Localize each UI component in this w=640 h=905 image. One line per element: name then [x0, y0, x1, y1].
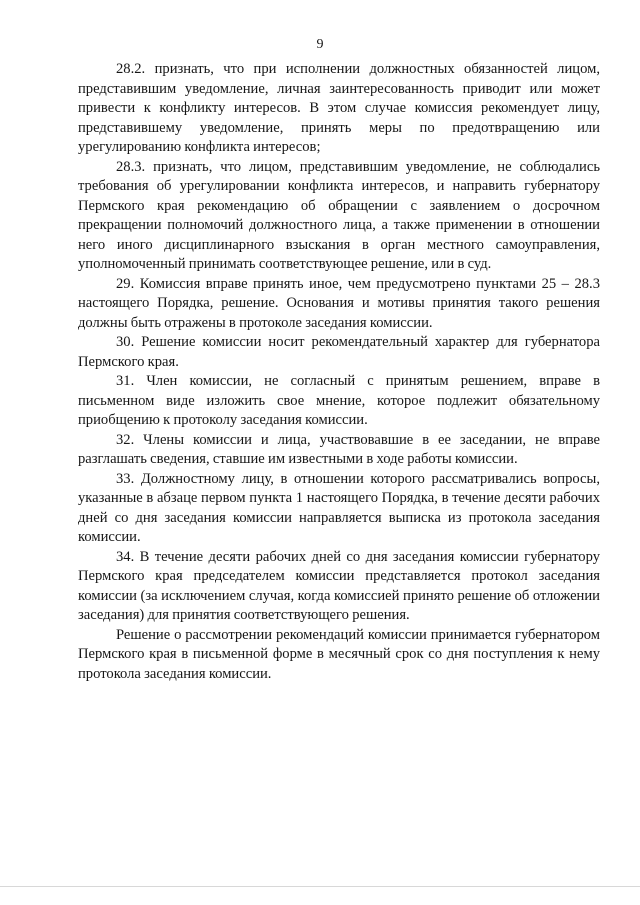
paragraph-31: 31. Член комиссии, не согласный с принятым решением, вправе в письменном виде изложить свое мнение, которое подлежит обязательному приобщению к протоколу заседания комиссии.	[78, 373, 600, 428]
paragraph-28-3: 28.3. признать, что лицом, представившим уведомление, не соблюдались требования об урегулировании конфликта интересов, и направить губернатору Пермского края рекомендацию об обращении с заявлением о досрочном прекращении полномочий должностного лица, а также применении в отношении него иного дисциплинарного взыскания в орган местного самоуправления, уполномоченный принимать соответствующее решение, или в суд.	[78, 158, 600, 272]
paragraph-34-decision: Решение о рассмотрении рекомендаций комиссии принимается губернатором Пермского края в письменной форме в месячный срок со дня поступления к нему протокола заседания комиссии.	[78, 626, 600, 682]
paragraph-30: 30. Решение комиссии носит рекомендательный характер для губернатора Пермского края.	[78, 334, 600, 370]
paragraph-29: 29. Комиссия вправе принять иное, чем предусмотрено пунктами 25 – 28.3 настоящего Порядка, решение. Основания и мотивы принятия такого решения должны быть отражены в протоколе заседания комиссии.	[78, 275, 600, 331]
page-number: 9	[316, 37, 324, 52]
paragraph-28-2: 28.2. признать, что при исполнении должностных обязанностей лицом, представившим уведомление, личная заинтересованность приводит или может привести к конфликту интересов. В этом случае комиссия рекомендует лицу, представившему уведомление, принять меры по предотвращению или урегулированию конфликта интересов;	[78, 61, 600, 155]
paragraph-32: 32. Члены комиссии и лица, участвовавшие в ее заседании, не вправе разглашать сведения, ставшие им известными в ходе работы комиссии.	[78, 431, 600, 467]
page-bottom-edge	[0, 886, 640, 887]
paragraph-33: 33. Должностному лицу, в отношении которого рассматривались вопросы, указанные в абзаце первом пункта 1 настоящего Порядка, в течение десяти рабочих дней со дня заседания комиссии направляется выписка из протокола заседания комиссии.	[78, 470, 600, 545]
paragraph-34: 34. В течение десяти рабочих дней со дня заседания комиссии губернатору Пермского края председателем комиссии представляется протокол заседания комиссии (за исключением случая, когда комиссией принято решение об отложении заседания) для принятия соответствующего решения.	[78, 548, 600, 623]
document-body	[78, 60, 600, 684]
